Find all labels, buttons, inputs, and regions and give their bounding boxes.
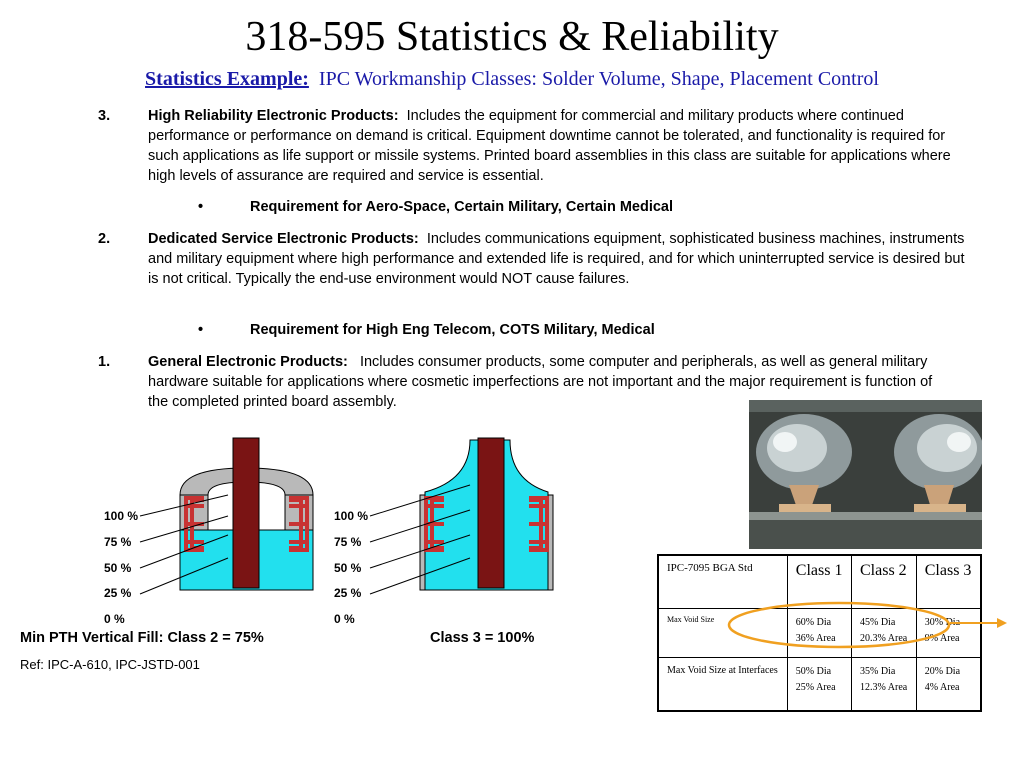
- fill-label-75: 75 %: [104, 535, 132, 549]
- fill-label-50: 50 %: [334, 561, 362, 575]
- class-3-item: [98, 106, 978, 186]
- fill-label-0: 0 %: [334, 612, 355, 626]
- item-lead: High Reliability Electronic Products:: [148, 108, 399, 124]
- item-number: 1.: [98, 354, 111, 370]
- bullet-dot: •: [198, 199, 204, 215]
- highlight-ellipse: [729, 603, 949, 647]
- item-lead: Dedicated Service Electronic Products:: [148, 231, 419, 247]
- header-class-3: Class 3: [916, 555, 981, 609]
- highlight-overlay: [725, 595, 1024, 655]
- item-text: Includes the equipment for commercial and military products where continued performance or performance on demand is critical. Equipment downtime cannot be tolerated, and functionality is required for such applications as life support or missile systems. Printed board assemblies in this class are suitable for applications where high levels of assurance are required and service is essential.: [148, 108, 951, 184]
- item-number: 2.: [98, 231, 111, 247]
- reference-note: Ref: IPC-A-610, IPC-JSTD-001: [20, 657, 200, 672]
- table-cell: 60% Dia 36% Area: [787, 609, 851, 658]
- caption-class2: Min PTH Vertical Fill: Class 2 = 75%: [20, 630, 264, 646]
- item-text: Includes communications equipment, sophisticated business machines, instruments and military equipment where high performance and extended life is required, and for which uninterrupted service is desired but is not critical. Typically the end-use environment would NOT cause failures.: [148, 231, 965, 287]
- fill-label-0: 0 %: [104, 612, 125, 626]
- fill-label-50: 50 %: [104, 561, 132, 575]
- header-class-1: Class 1: [787, 555, 851, 609]
- fill-label-100: 100 %: [104, 509, 139, 523]
- table-cell: 50% Dia 25% Area: [787, 658, 851, 712]
- subtitle-text: IPC Workmanship Classes: Solder Volume, Shape, Placement Control: [318, 68, 879, 90]
- pth-diagram-class3: [330, 430, 580, 630]
- table-row: [658, 658, 981, 712]
- slide-title: 318-595 Statistics & Reliability: [245, 14, 779, 60]
- item-lead: General Electronic Products:: [148, 354, 348, 370]
- table-cell: 35% Dia 12.3% Area: [852, 658, 917, 712]
- header-class-2: Class 2: [852, 555, 917, 609]
- table-cell: 45% Dia 20.3% Area: [852, 609, 917, 658]
- fill-label-100: 100 %: [334, 509, 369, 523]
- table-cell: 30% Dia 9% Area: [916, 609, 981, 658]
- table-cell: 20% Dia 4% Area: [916, 658, 981, 712]
- fill-label-25: 25 %: [104, 586, 132, 600]
- caption-class3: Class 3 = 100%: [430, 630, 535, 646]
- pth-diagram-class2: [100, 430, 330, 630]
- fill-label-75: 75 %: [334, 535, 362, 549]
- item-text: Includes consumer products, some computer and peripherals, as well as general military hardware suitable for applications where cosmetic imperfections are not important and the major requirement is function of the completed printed board assembly.: [148, 354, 933, 410]
- slide-subtitle: [0, 68, 1024, 91]
- table-corner: IPC-7095 BGA Std: [658, 555, 787, 609]
- solder-joint-photo: [749, 400, 982, 549]
- item-number: 3.: [98, 108, 111, 124]
- bullet-text: Requirement for High Eng Telecom, COTS Military, Medical: [250, 322, 655, 338]
- bullet-text: Requirement for Aero-Space, Certain Military, Certain Medical: [250, 199, 674, 215]
- bullet-dot: •: [198, 322, 204, 338]
- subtitle-link[interactable]: Statistics Example:: [145, 68, 309, 90]
- row-label: Max Void Size at Interfaces: [658, 658, 787, 712]
- row-label: Max Void Size: [658, 609, 787, 658]
- arrow-head-icon: [997, 618, 1007, 628]
- class-2-item: [98, 229, 978, 289]
- fill-label-25: 25 %: [334, 586, 362, 600]
